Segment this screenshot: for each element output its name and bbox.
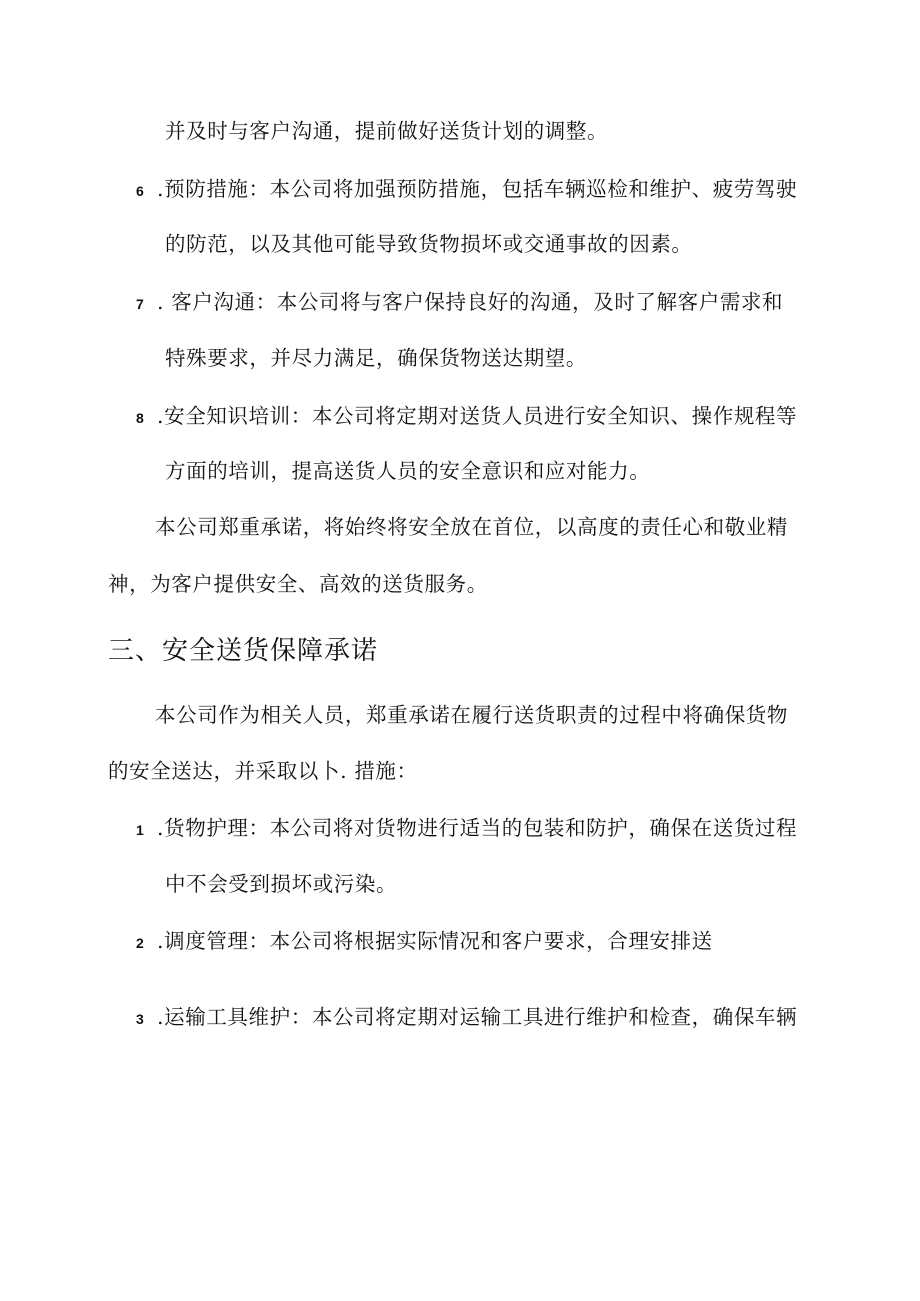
list-item-line: .安全知识培训：本公司将定期对送货人员进行安全知识、操作规程等: [157, 404, 798, 428]
continuation-line: 并及时与客户沟通，提前做好送货计划的调整。: [165, 119, 609, 143]
list-item-line: 方面的培训，提高送货人员的安全意识和应对能力。: [165, 459, 651, 483]
list-item-number: 7: [136, 296, 144, 312]
list-item-line: .货物护理：本公司将对货物进行适当的包装和防护，确保在送货过程: [157, 816, 798, 840]
closing-paragraph-line: 本公司郑重承诺，将始终将安全放在首位，以高度的责任心和敬业精: [155, 515, 788, 539]
list-item-number: 3: [136, 1011, 144, 1027]
list-item-line: 特殊要求，并尽力满足，确保货物送达期望。: [165, 346, 587, 370]
list-item-line: 的防范，以及其他可能导致货物损坏或交通事故的因素。: [165, 232, 693, 256]
intro-paragraph-line: 的安全送达，并采取以卜. 措施：: [108, 759, 418, 783]
list-item-line: .预防措施：本公司将加强预防措施，包括车辆巡检和维护、疲劳驾驶: [157, 177, 798, 201]
list-item-number: 8: [136, 410, 144, 426]
list-item-line: .运输工具维护：本公司将定期对运输工具进行维护和检查，确保车辆: [157, 1005, 798, 1029]
closing-paragraph-line: 神，为客户提供安全、高效的送货服务。: [108, 572, 488, 596]
list-item-line: . 客户沟通：本公司将与客户保持良好的沟通，及时了解客户需求和: [157, 290, 784, 314]
list-item-number: 6: [136, 183, 144, 199]
section-heading: 三、安全送货保障承诺: [108, 636, 379, 666]
list-item-number: 1: [136, 822, 144, 838]
list-item-number: 2: [136, 935, 144, 951]
list-item-line: 中不会受到损坏或污染。: [165, 872, 398, 896]
intro-paragraph-line: 本公司作为相关人员，郑重承诺在履行送货职责的过程中将确保货物: [155, 703, 788, 727]
list-item-line: .调度管理：本公司将根据实际情况和客户要求，合理安排送: [157, 929, 713, 953]
